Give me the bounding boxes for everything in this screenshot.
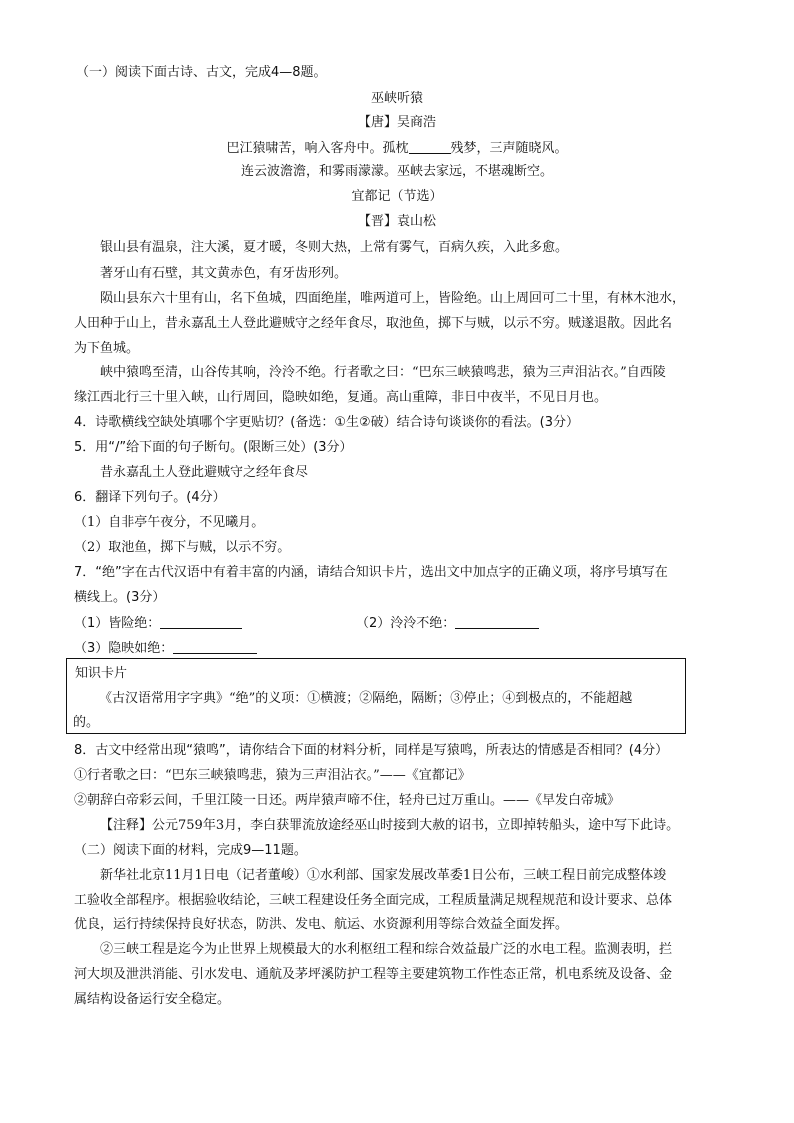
question-7-item-2 [356,614,539,633]
section2-paragraph-2-line-1: ②三峡工程是迄今为止世界上规模最大的水利枢纽工程和综合效益最广泛的水电工程。监测表明，拦 [100,942,673,957]
question-7-item-1-label: （1）皆险绝： [74,616,161,631]
knowledge-card-line-1: 《古汉语常用字字典》“绝”的义项：①横渡；②隔绝，隔断；③停止；④到极点的，不能超越 [99,691,633,706]
prose-paragraph-4-line-2: 缘江西北行三十里入峡，山行周回，隐映如绝，复通。高山重障，非日中夜半，不见日月也。 [74,390,608,405]
question-7-item-2-label: （2）泠泠不绝： [356,616,456,631]
poem-line-1-a: 巴江猿啸苦，响入客舟中。孤枕 [226,141,409,156]
question-6: 6．翻译下列句子。(4分） [74,490,226,505]
answer-blank-7-3[interactable] [173,639,257,654]
poem-blank[interactable] [409,139,451,154]
section1-heading: （一）阅读下面古诗、古文，完成4—8题。 [76,65,327,80]
question-7-item-3-label: （3）隐映如绝： [74,641,174,656]
poem-line-2: 连云波澹澹，和雾雨濛濛。巫峡去家远，不堪魂断空。 [240,164,553,179]
poem-line-1-b: 残梦，三声随晓风。 [450,141,568,156]
knowledge-card [66,658,686,734]
prose-title: 宜都记（节选） [351,189,443,204]
prose-paragraph-3-line-3: 为下鱼城。 [74,341,140,356]
poem-author: 【唐】吴商浩 [357,115,436,130]
question-8: 8．古文中经常出现“猿鸣”，请你结合下面的材料分析，同样是写猿鸣，所表达的情感是否相同？(4分） [74,743,669,758]
question-7-item-3 [74,639,257,658]
question-7-item-1 [74,614,242,633]
prose-paragraph-4-line-1: 峡中猿鸣至清，山谷传其响，泠泠不绝。行者歌之曰：“巴东三峡猿鸣悲，猿为三声泪沾衣。”自西陵 [100,365,666,380]
knowledge-card-title: 知识卡片 [75,666,128,681]
question-6-item-1: （1）自非亭午夜分，不见曦月。 [74,515,265,530]
question-7-line-1: 7．“绝”字在古代汉语中有着丰富的内涵，请结合知识卡片，选出文中加点字的正确义项，将序号填写在 [74,565,668,580]
question-5: 5．用“/”给下面的句子断句。(限断三处）(3分） [74,440,353,455]
poem-title: 巫峡听猿 [370,91,423,106]
section2-heading: （二）阅读下面的材料，完成9—11题。 [74,843,307,858]
section2-paragraph-1-line-2: 工验收全部程序。根据验收结论，三峡工程建设任务全面完成，工程质量满足规程规范和设计要求、总体 [74,893,673,908]
question-5-sentence: 昔永嘉乱土人登此避贼守之经年食尽 [100,465,309,480]
answer-blank-7-1[interactable] [160,614,242,629]
prose-author: 【晋】袁山松 [357,214,436,229]
answer-blank-7-2[interactable] [455,614,539,629]
knowledge-card-line-2: 的。 [73,715,100,730]
prose-paragraph-1: 银山县有温泉，注大溪，夏才暖，冬则大热，上常有雾气，百病久疾，入此多愈。 [100,240,569,255]
question-8-note: 【注释】公元759年3月，李白获罪流放途经巫山时接到大赦的诏书，立即掉转船头，途中写下此诗。 [100,818,680,833]
question-8-material-1: ①行者歌之曰：“巴东三峡猿鸣悲，猿为三声泪沾衣。”——《宜都记》 [74,768,471,783]
question-6-item-2: （2）取池鱼，掷下与贼，以示不穷。 [74,540,291,555]
prose-paragraph-2: 著牙山有石壁，其文黄赤色，有牙齿形列。 [100,266,348,281]
prose-paragraph-3-line-2: 人田种于山上，昔永嘉乱土人登此避贼守之经年食尽，取池鱼，掷下与贼，以示不穷。贼遂退散。因此名 [74,316,673,331]
question-7-line-2: 横线上。(3分） [74,590,166,605]
section2-paragraph-1-line-3: 优良，运行持续保持良好状态，防洪、发电、航运、水资源利用等综合效益全面发挥。 [74,917,569,932]
prose-paragraph-3-line-1: 陨山县东六十里有山，名下鱼城，四面绝崖，唯两道可上，皆险绝。山上周回可二十里，有林木池水， [100,291,686,306]
question-4: 4．诗歌横线空缺处填哪个字更贴切？(备选：①生②破）结合诗句谈谈你的看法。(3分） [74,415,579,430]
section2-paragraph-2-line-2: 河大坝及泄洪消能、引水发电、通航及茅坪溪防护工程等主要建筑物工作性态正常，机电系统及设备、金 [74,967,673,982]
section2-paragraph-2-line-3: 属结构设备运行安全稳定。 [74,992,231,1007]
question-8-material-2: ②朝辞白帝彩云间，千里江陵一日还。两岸猿声啼不住，轻舟已过万重山。——《早发白帝城》 [74,793,621,808]
section2-paragraph-1-line-1: 新华社北京11月1日电（记者董峻）①水利部、国家发展改革委1日公布，三峡工程日前完成整体竣 [100,868,667,883]
poem-line-1 [0,139,794,158]
